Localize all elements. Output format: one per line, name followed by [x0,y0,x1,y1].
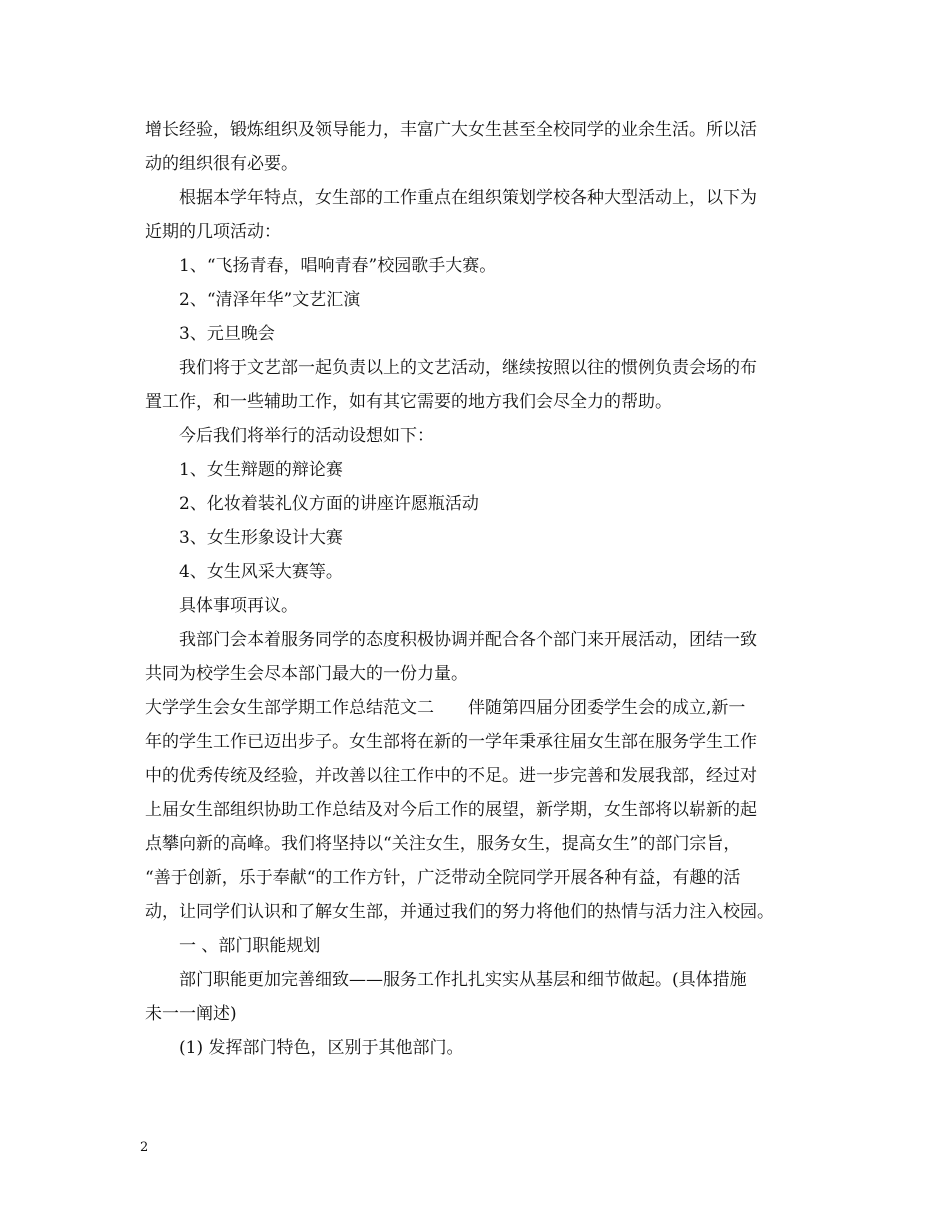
text-line: 我们将于文艺部一起负责以上的文艺活动，继续按照以往的惯例负责会场的布 [179,358,757,378]
body-text [145,113,820,1065]
text-line: 我部门会本着服务同学的态度积极协调并配合各个部门来开展活动，团结一致 [179,630,757,650]
text-line: 置工作，和一些辅助工作，如有其它需要的地方我们会尽全力的帮助。 [145,392,672,412]
text-line: 动，让同学们认识和了解女生部，并通过我们的努力将他们的热情与活力注入校园。 [145,902,774,922]
text-line: 动的组织很有必要。 [145,154,298,174]
list-item: 4、女生风采大赛等。 [179,562,343,582]
text-line: 未一一阐述) [145,1004,237,1024]
list-item: (1) 发挥部门特色，区别于其他部门。 [179,1038,464,1058]
list-item: 2、“清泽年华”文艺汇演 [179,290,361,310]
text-line: 部门职能更加完善细致——服务工作扎扎实实从基层和细节做起。(具体措施 [179,970,747,990]
page-number: 2 [140,1140,149,1155]
text-line: 点攀向新的高峰。我们将坚持以“关注女生，服务女生，提高女生”的部门宗旨， [145,834,741,854]
list-item: 3、元旦晚会 [179,324,275,344]
subsection-heading: 一 、部门职能规划 [179,936,321,956]
text-line: 上届女生部组织协助工作总结及对今后工作的展望，新学期，女生部将以崭新的起 [145,800,757,820]
section-heading-line: 大学学生会女生部学期工作总结范文二 伴随第四届分团委学生会的成立,新一 [145,698,746,718]
text-line: 今后我们将举行的活动设想如下： [179,426,434,446]
text-line: 共同为校学生会尽本部门最大的一份力量。 [145,664,468,684]
list-item: 3、女生形象设计大赛 [179,528,343,548]
text-line: 根据本学年特点，女生部的工作重点在组织策划学校各种大型活动上，以下为 [179,188,757,208]
text-line: “善于创新，乐于奉献“的工作方针，广泛带动全院同学开展各种有益，有趣的活 [145,868,741,888]
list-item: 2、化妆着装礼仪方面的讲座许愿瓶活动 [179,494,479,514]
text-line: 近期的几项活动： [145,222,281,242]
text-line: 年的学生工作已迈出步子。女生部将在新的一学年秉承往届女生部在服务学生工作 [145,732,757,752]
text-line: 具体事项再议。 [179,596,298,616]
text-line: 增长经验，锻炼组织及领导能力，丰富广大女生甚至全校同学的业余生活。所以活 [145,120,757,140]
text-line: 中的优秀传统及经验，并改善以往工作中的不足。进一步完善和发展我部，经过对 [145,766,757,786]
list-item: 1、“飞扬青春，唱响青春”校园歌手大赛。 [179,256,497,276]
list-item: 1、女生辩题的辩论赛 [179,460,343,480]
